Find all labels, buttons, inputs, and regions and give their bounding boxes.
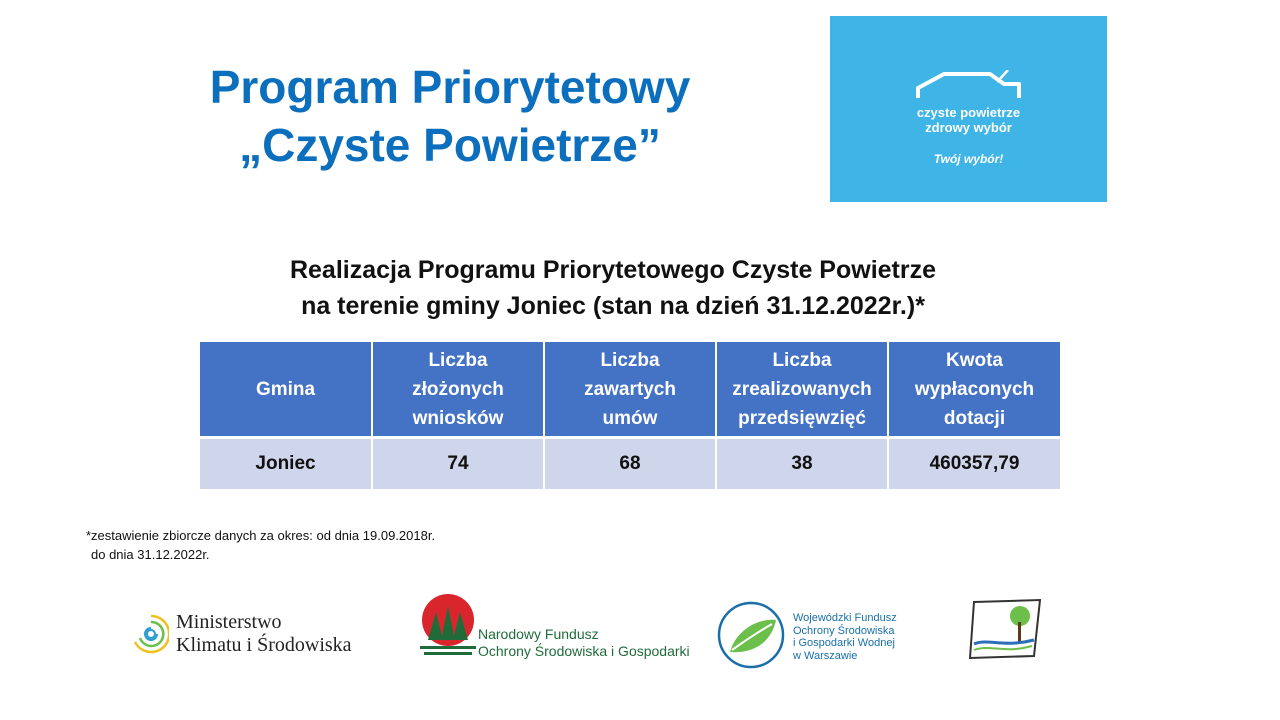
cell-gmina: Joniec (200, 438, 372, 490)
table-caption (213, 252, 1013, 324)
table-header-row (200, 342, 1060, 438)
program-summary-table (200, 342, 1060, 489)
brand-line-1: czyste powietrze (916, 105, 1021, 120)
joniec-crest-icon (968, 598, 1044, 660)
nfosigw-tree-icon (418, 592, 478, 658)
header-contracts: Liczba zawartych umów (544, 342, 716, 438)
footnote-line-2: do dnia 31.12.2022r. (91, 547, 210, 562)
leaf-circle-icon (716, 600, 786, 670)
cell-amount: 460357,79 (888, 438, 1060, 490)
ministry-swirl-icon (133, 612, 169, 656)
brand-line-2: zdrowy wybór (925, 120, 1012, 135)
house-check-icon (916, 70, 1021, 100)
table-row (200, 438, 1060, 490)
nfosigw-logo-text: Narodowy Fundusz Ochrony Środowiska i Gospodarki (478, 626, 690, 659)
cell-applications: 74 (372, 438, 544, 490)
footnote-line-1: *zestawienie zbiorcze danych za okres: od dnia 19.09.2018r. (86, 528, 436, 543)
wfosigw-logo-text: Wojewódzki Fundusz Ochrony Środowiska i Gospodarki Wodnej w Warszawie (793, 612, 897, 662)
header-projects: Liczba zrealizowanych przedsięwzięć (716, 342, 888, 438)
page-title (150, 58, 750, 174)
header-amount: Kwota wypłaconych dotacji (888, 342, 1060, 438)
caption-line-2: na terenie gminy Joniec (stan na dzień 31.12.2022r.)* (301, 292, 925, 320)
header-applications: Liczba złożonych wniosków (372, 342, 544, 438)
czyste-powietrze-logo (830, 16, 1107, 202)
title-line-2: „Czyste Powietrze” (239, 119, 661, 171)
cell-contracts: 68 (544, 438, 716, 490)
brand-tagline: Twój wybór! (933, 152, 1004, 166)
cell-projects: 38 (716, 438, 888, 490)
ministry-logo-text: Ministerstwo Klimatu i Środowiska (176, 611, 352, 656)
header-gmina: Gmina (200, 342, 372, 438)
caption-line-1: Realizacja Programu Priorytetowego Czyste Powietrze (289, 256, 937, 284)
title-line-1: Program Priorytetowy (209, 61, 691, 113)
footnote (86, 526, 435, 564)
